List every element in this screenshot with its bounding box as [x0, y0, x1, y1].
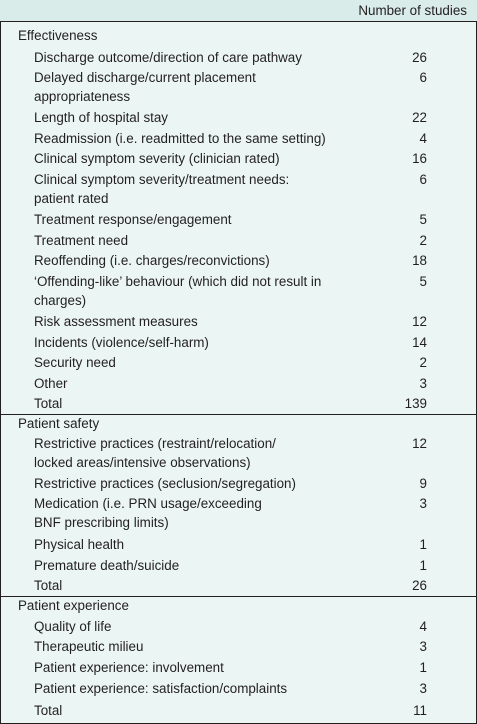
row-label: Reoffending (i.e. charges/reconvictions) [34, 253, 270, 268]
row-value: 18 [412, 253, 427, 268]
row-label: ‘Offending-like’ behaviour (which did not result in [34, 274, 322, 289]
total-label: Total [34, 396, 63, 411]
row-label: Treatment response/engagement [34, 212, 232, 227]
row-value: 5 [419, 274, 427, 289]
row-label: Patient experience: involvement [34, 660, 224, 675]
row-value: 4 [419, 131, 427, 146]
column-header-number-of-studies: Number of studies [358, 3, 467, 18]
row-label: Incidents (violence/self-harm) [34, 335, 209, 350]
total-label: Total [34, 703, 63, 718]
row-value: 3 [419, 376, 427, 391]
row-value: 16 [412, 151, 427, 166]
table-left-border [0, 22, 1, 724]
row-value: 9 [419, 476, 427, 491]
row-label-continued: patient rated [34, 191, 109, 206]
row-label: Delayed discharge/current placement [34, 70, 256, 85]
row-value: 14 [412, 335, 427, 350]
total-value: 11 [413, 703, 427, 718]
row-value: 4 [419, 619, 427, 634]
row-label: Premature death/suicide [34, 558, 180, 573]
row-value: 12 [412, 436, 427, 451]
row-label: Physical health [34, 537, 125, 552]
row-value: 1 [419, 558, 427, 573]
row-value: 6 [419, 172, 427, 187]
row-label-continued: appropriateness [34, 89, 131, 104]
row-value: 6 [419, 70, 427, 85]
row-label: Clinical symptom severity (clinician rated) [34, 151, 280, 166]
row-label: Security need [34, 355, 116, 370]
row-value: 1 [419, 660, 427, 675]
row-value: 5 [419, 212, 427, 227]
row-label: Clinical symptom severity/treatment needs: [34, 172, 290, 187]
row-label-continued: locked areas/intensive observations) [34, 455, 251, 470]
table-header-row [0, 0, 477, 22]
row-value: 26 [412, 50, 427, 65]
row-label: Length of hospital stay [34, 110, 168, 125]
row-label-continued: charges) [34, 293, 87, 308]
section-title-effectiveness: Effectiveness [18, 28, 98, 43]
row-label: Readmission (i.e. readmitted to the same setting) [34, 131, 326, 146]
row-value: 2 [419, 355, 427, 370]
row-value: 3 [419, 681, 427, 696]
row-label-continued: BNF prescribing limits) [34, 515, 169, 530]
row-label: Medication (i.e. PRN usage/exceeding [34, 496, 262, 511]
row-value: 12 [412, 314, 427, 329]
row-label: Discharge outcome/direction of care pathway [34, 50, 302, 65]
total-value: 139 [404, 396, 427, 411]
total-value: 26 [412, 578, 427, 593]
row-value: 22 [412, 110, 427, 125]
row-label: Restrictive practices (seclusion/segregation) [34, 476, 296, 491]
row-label: Quality of life [34, 619, 112, 634]
row-label: Therapeutic milieu [34, 639, 144, 654]
section-title-patient-experience: Patient experience [18, 598, 129, 613]
row-label: Restrictive practices (restraint/relocation/ [34, 436, 276, 451]
row-value: 1 [419, 537, 427, 552]
row-label: Patient experience: satisfaction/complaints [34, 681, 288, 696]
section-title-patient-safety: Patient safety [18, 416, 100, 431]
row-value: 2 [419, 233, 427, 248]
row-label: Treatment need [34, 233, 129, 248]
total-label: Total [34, 578, 63, 593]
row-label: Risk assessment measures [34, 314, 198, 329]
row-value: 3 [419, 496, 427, 511]
row-label: Other [34, 376, 68, 391]
row-value: 3 [419, 639, 427, 654]
